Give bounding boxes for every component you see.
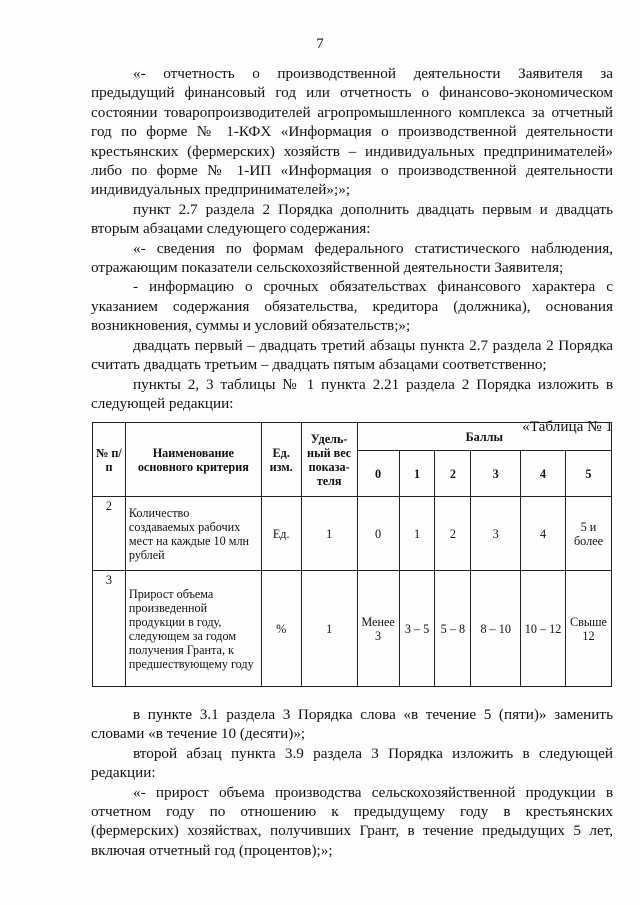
paragraph: второй абзац пункта 3.9 раздела 3 Порядка изложить в следующей редакции: xyxy=(91,744,613,782)
cell-num: 2 xyxy=(93,497,126,571)
table-caption: «Таблица № 1 xyxy=(522,418,613,436)
cell-p3: 8 – 10 xyxy=(471,571,521,687)
cell-p0: 0 xyxy=(357,497,399,571)
paragraph: - информацию о срочных обязательствах финансового характера с указанием содержания обязательства, кредитора (должника), основания возникновения, суммы и условий обязательств;»; xyxy=(91,278,613,335)
cell-p5: 5 и более xyxy=(565,497,611,571)
header-num: № п/п xyxy=(93,423,126,497)
header-points-0: 0 xyxy=(357,451,399,497)
criteria-table xyxy=(92,422,612,687)
header-points-1: 1 xyxy=(399,451,435,497)
header-points-5: 5 xyxy=(565,451,611,497)
header-unit: Ед. изм. xyxy=(261,423,301,497)
cell-p3: 3 xyxy=(471,497,521,571)
cell-p2: 5 – 8 xyxy=(435,571,471,687)
header-points-3: 3 xyxy=(471,451,521,497)
text-block-top xyxy=(91,64,613,437)
cell-name: Прирост объема произведенной продукции в году, следующем за годом получения Гранта, к предшествующему году xyxy=(125,571,261,687)
header-points-2: 2 xyxy=(435,451,471,497)
text-block-bottom xyxy=(91,705,613,860)
page-number: 7 xyxy=(316,36,324,52)
cell-name: Количество создаваемых рабочих мест на каждые 10 млн рублей xyxy=(125,497,261,571)
cell-p1: 3 – 5 xyxy=(399,571,435,687)
cell-p4: 10 – 12 xyxy=(521,571,566,687)
table-row xyxy=(93,497,612,571)
paragraph: в пункте 3.1 раздела 3 Порядка слова «в течение 5 (пяти)» заменить словами «в течение 10 (десяти)»; xyxy=(91,706,613,743)
paragraph: двадцать первый – двадцать третий абзацы пункта 2.7 раздела 2 Порядка считать двадцать третьим – двадцать пятым абзацами соответственно; xyxy=(91,336,613,374)
cell-unit: % xyxy=(261,571,301,687)
paragraph: пункты 2, 3 таблицы № 1 пункта 2.21 раздела 2 Порядка изложить в следующей редакции: xyxy=(91,375,613,412)
header-points-4: 4 xyxy=(521,451,566,497)
cell-p0: Менее 3 xyxy=(357,571,399,687)
header-weight: Удель-ный вес показа-теля xyxy=(301,423,357,497)
paragraph: пункт 2.7 раздела 2 Порядка дополнить двадцать первым и двадцать вторым абзацами следующего содержания: xyxy=(91,200,613,238)
cell-weight: 1 xyxy=(301,571,357,687)
cell-weight: 1 xyxy=(301,497,357,571)
cell-p4: 4 xyxy=(521,497,566,571)
table-row xyxy=(93,571,612,687)
paragraph: «- прирост объема производства сельскохозяйственной продукции в отчетном году по отношению к предыдущему году в крестьянских (фермерских) хозяйствах, получивших Грант, в течение предыдущих 5 лет, включая отчетный год (процентов);»; xyxy=(91,783,613,859)
paragraph: «- сведения по формам федерального статистического наблюдения, отражающим показатели сельскохозяйственной деятельности Заявителя; xyxy=(91,239,613,277)
cell-p5: Свыше 12 xyxy=(565,571,611,687)
header-points: Баллы xyxy=(357,423,611,451)
cell-num: 3 xyxy=(93,571,126,687)
cell-unit: Ед. xyxy=(261,497,301,571)
cell-p1: 1 xyxy=(399,497,435,571)
paragraph: «- отчетность о производственной деятельности Заявителя за предыдущий финансовый год или отчетность о финансово-экономическом состоянии товаропроизводителей агропромышленного комплекса за отчетный год по форме № 1-КФХ «Информация о производственной деятельности крестьянских (фермерских) хозяйств – индивидуальных предпринимателей» либо по форме № 1-ИП «Информация о производственной деятельности индивидуальных предпринимателей»;»; xyxy=(91,65,613,199)
cell-p2: 2 xyxy=(435,497,471,571)
header-name: Наименование основного критерия xyxy=(125,423,261,497)
